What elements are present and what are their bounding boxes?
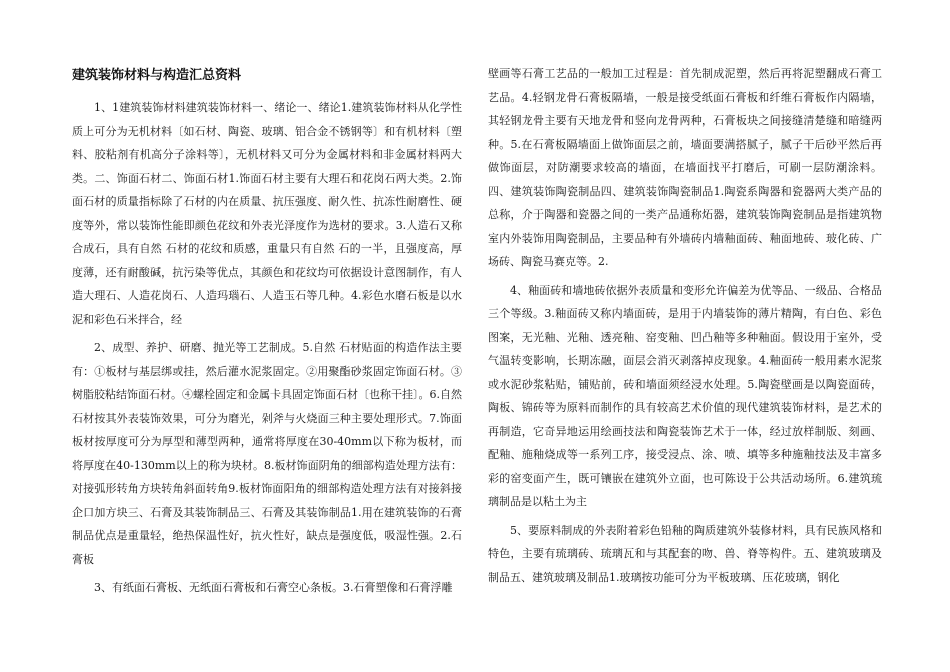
- paragraph-4: 4、釉面砖和墙地砖依据外表质量和变形允许偏差为优等品、一级品、合格品三个等级。3.釉面砖又称内墙面砖，是用于内墙装饰的薄片精陶，有白色、彩色图案，无光釉、光釉、透亮釉、窑变釉、凹凸釉等多种釉面。假设用于室外，受气温转变影响，长期冻融，面层会消灭剥落掉皮现象。4.釉面砖一般用素水泥浆或水泥砂浆粘贴，铺贴前，砖和墙面须经浸水处理。5.陶瓷壁画是以陶瓷面砖，陶板、锦砖等为原料而制作的具有较高艺术价值的现代建筑装饰材料，是艺术的再制造，它奇异地运用绘画技法和陶瓷装饰艺术于一体，经过放样制版、刻画、配釉、施釉烧成等一系列工序，接受浸点、涂、喷、填等多种施釉技法及丰富多彩的窑变面产生，既可镶嵌在建筑外立面，也可陈设于公共活动场所。6.建筑琉璃制品是以粘土为主: [488, 283, 882, 508]
- paragraph-3-continued: 壁画等石膏工艺品的一般加工过程是：首先制成泥塑，然后再将泥塑翻成石膏工艺品。4.轻钢龙骨石膏板隔墙，一般是接受纸面石膏板和纤维石膏板作内隔墙，其轻钢龙骨主要有天地龙骨和竖向龙骨两种，石膏板块之间接缝清楚缝和暗缝两种。5.在石膏板隔墙面上做饰面层之前，墙面要满搭腻子，腻子干后砂平然后再做饰面层，对防潮要求较高的墙面，在墙面找平打磨后，可刷一层防潮涂料。四、建筑装饰陶瓷制品四、建筑装饰陶瓷制品1.陶瓷系陶器和瓷器两大类产品的总称，介于陶器和瓷器之间的一类产品通称炻器，建筑装饰陶瓷制品是指建筑物室内外装饰用陶瓷制品，主要品种有外墙砖内墙釉面砖、釉面地砖、玻化砖、广场砖、陶瓷马赛克等。2.: [488, 67, 882, 268]
- paragraph-5: 5、要原料制成的外表附着彩色铅釉的陶质建筑外装修材料，具有民族风格和特色，主要有琉璃砖、琉璃瓦和与其配套的吻、兽、脊等构件。五、建筑玻璃及制品五、建筑玻璃及制品1.玻璃按功能可分为平板玻璃、压花玻璃，钢化: [488, 523, 882, 584]
- right-column: [488, 62, 882, 594]
- document-title: 建筑装饰材料与构造汇总资料: [72, 68, 242, 83]
- left-column: [72, 62, 462, 605]
- paragraph-3: 3、有纸面石膏板、无纸面石膏板和石膏空心条板。3.石膏塑像和石膏浮雕: [94, 581, 453, 594]
- paragraph-1: 1、1建筑装饰材料建筑装饰材料一、绪论一、绪论1.建筑装饰材料从化学性质上可分为无机材料〔如石材、陶瓷、玻璃、铝合金不锈钢等〕和有机材料〔塑料、胶粘剂有机高分子涂料等〕，无机材料又可分为金属材料和非金属材料两大类。二、饰面石材二、饰面石材1.饰面石材主要有大理石和花岗石两大类。2.饰面石材的质量指标除了石材的内在质量、抗压强度、耐久性、抗冻性耐磨性、硬度等外，常以装饰性能即颜色花纹和外表光泽度作为选材的要求。3.人造石又称合成石，具有自然 石材的花纹和质感，重量只有自然 石的一半，且强度高，厚度薄，还有耐酸碱，抗污染等优点，其颜色和花纹均可依据设计意图制作，有人造大理石、人造花岗石、人造玛瑙石、人造玉石等几种。4.彩色水磨石板是以水泥和彩色石米拌合，经: [72, 101, 462, 326]
- paragraph-2: 2、成型、养护、研磨、抛光等工艺制成。5.自然 石材贴面的构造作法主要有：①板材与基层绑或挂，然后灌水泥浆固定。②用聚酯砂浆固定饰面石材。③树脂胶粘结饰面石材。④螺栓固定和金属卡具固定饰面石材〔也称干挂〕。6.自然 石材按其外表装饰效果，可分为磨光，剁斧与火烧面三种主要处理形式。7.饰面板材按厚度可分为厚型和薄型两种，通常将厚度在30-40mm以下称为板材，而将厚度在40-130mm以上的称为块材。8.板材饰面阴角的细部构造处理方法有：对接弧形转角方块转角斜面转角9.板材饰面阳角的细部构造处理方法有对接斜接企口加方块三、石膏及其装饰制品三、石膏及其装饰制品1.用在建筑装饰的石膏制品优点是重量轻，绝热保温性好，抗火性好，缺点是强度低，吸湿性强。2.石膏板: [72, 341, 462, 566]
